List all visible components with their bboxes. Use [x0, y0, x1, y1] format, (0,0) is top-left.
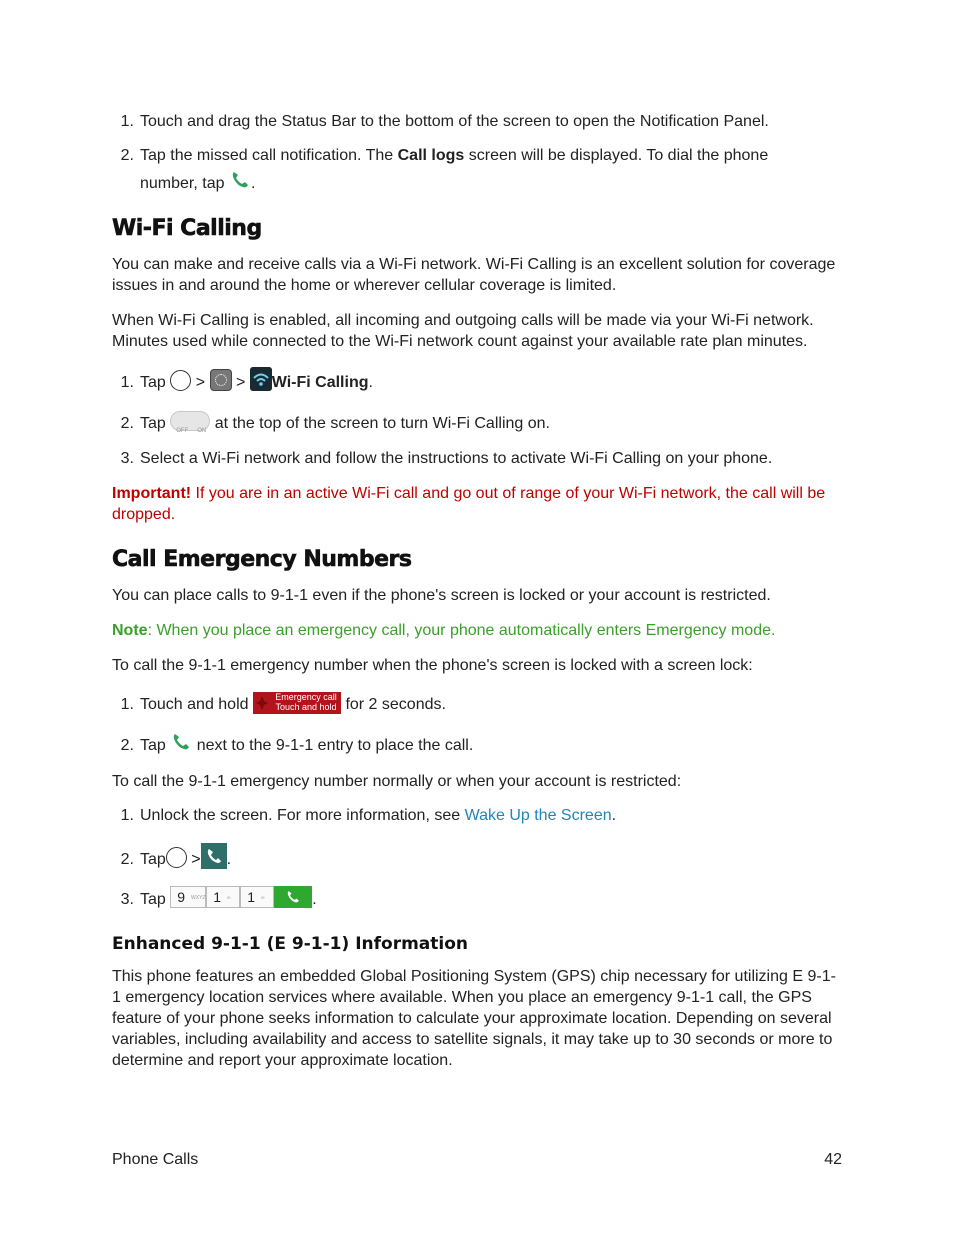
emergency-button-line2: Touch and hold [275, 701, 337, 712]
emergency-button-line1: Emergency call [275, 691, 337, 702]
voicemail-symbol: ∞ [261, 895, 265, 902]
toggle-switch-icon [170, 411, 210, 434]
step-text: Touch and drag the Status Bar to the bottom of the screen to open the Notification Panel. [140, 113, 769, 130]
paragraph: You can make and receive calls via a Wi-Fi network. Wi-Fi Calling is an excellent solution for coverage issues in and around the home or wherever cellular coverage is limited. [112, 256, 836, 294]
step-text [140, 886, 830, 914]
step-number: 1. [120, 696, 134, 713]
section-heading-wifi-calling: Wi-Fi Calling [112, 216, 262, 241]
step-text-part: . [368, 374, 373, 391]
phone-icon [285, 889, 301, 905]
emergency-call-button [253, 692, 341, 714]
tap-word: Tap [140, 851, 166, 868]
wifi-calling-label: Wi-Fi Calling [271, 374, 369, 391]
arrow-separator: > [195, 374, 206, 391]
step-text-part: screen will be displayed. To dial the phone [464, 147, 769, 164]
paragraph: To call the 9-1-1 emergency number normally or when your account is restricted: [112, 773, 682, 790]
step-text [140, 802, 830, 830]
voicemail-symbol: ∞ [227, 895, 231, 902]
step-text-part: Unlock the screen. For more information, see [140, 807, 465, 824]
toggle-on-label: ON [197, 427, 207, 434]
step-text [140, 691, 830, 719]
note-label: Note [112, 622, 148, 639]
step-number: 1. [120, 113, 134, 130]
dialer-icon [201, 843, 227, 869]
paragraph: To call the 9-1-1 emergency number when the phone's screen is locked with a screen lock: [112, 657, 753, 674]
step-text [140, 410, 830, 438]
step-text-part: . [250, 175, 256, 192]
call-key-icon [274, 886, 312, 908]
step-number: 3. [120, 891, 134, 908]
step-text [140, 732, 830, 760]
section-heading-call-emergency: Call Emergency Numbers [112, 547, 412, 572]
step-number: 2. [120, 415, 134, 432]
home-icon [170, 370, 191, 391]
paragraph: You can place calls to 9-1-1 even if the phone's screen is locked or your account is restricted. [112, 587, 771, 604]
step-text [140, 846, 830, 874]
paragraph: This phone features an embedded Global Positioning System (GPS) chip necessary for utilizing E 9-1-1 emergency location services where available. When you place an emergency 9-1-1 call, the GPS feature of your phone seeks information to calculate your approximate location. Depending on several variables, including availability and access to satellite signals, it may take up to 30 seconds or more to determine and report your approximate location. [112, 968, 836, 1069]
step-text [140, 142, 830, 198]
emergency-star-icon [255, 695, 269, 711]
arrow-separator: > [235, 374, 246, 391]
page-number: 42 [824, 1151, 842, 1168]
step-text-part: next to the 9-1-1 entry to place the call. [196, 737, 474, 754]
phone-icon [170, 731, 192, 753]
step-number: 1. [120, 374, 134, 391]
step-text-part: . [226, 851, 232, 868]
tap-word: Tap [140, 737, 166, 754]
step-number: 2. [120, 737, 134, 754]
key-digit: 1 [247, 888, 256, 905]
tap-word: Tap [140, 891, 166, 908]
dial-keys [170, 886, 312, 908]
step-text-part: . [312, 891, 317, 908]
paragraph: When Wi-Fi Calling is enabled, all incoming and outgoing calls will be made via your Wi-Fi network. Minutes used while connected to the Wi-Fi network count against your available rate plan minutes. [112, 312, 814, 350]
call-logs-label: Call logs [397, 147, 465, 164]
footer-section-title: Phone Calls [112, 1151, 199, 1168]
important-label: Important! [112, 485, 192, 502]
step-number: 1. [120, 807, 134, 824]
important-notice [112, 483, 844, 525]
note-text: : When you place an emergency call, your phone automatically enters Emergency mode. [147, 622, 776, 639]
step-text-part: Tap the missed call notification. The [140, 147, 398, 164]
wake-up-screen-link[interactable]: Wake Up the Screen [464, 807, 612, 824]
key-digit: 1 [213, 888, 222, 905]
key-letters: WXYZ [191, 895, 206, 902]
toggle-off-label: OFF [176, 427, 189, 434]
step-text-part: at the top of the screen to turn Wi-Fi Calling on. [214, 415, 550, 432]
subheading-enhanced-911: Enhanced 9-1-1 (E 9-1-1) Information [112, 934, 468, 954]
key-1 [206, 886, 240, 908]
step-text-part: number, tap [140, 175, 229, 192]
step-number: 2. [120, 851, 134, 868]
tap-word: Tap [140, 374, 166, 391]
key-9 [170, 886, 206, 908]
tap-word: Tap [140, 415, 166, 432]
wifi-calling-icon [250, 367, 272, 391]
apps-icon [210, 369, 232, 391]
step-text-part: for 2 seconds. [345, 696, 446, 713]
arrow-separator: > [191, 851, 201, 868]
important-text: If you are in an active Wi-Fi call and go out of range of your Wi-Fi network, the call will be dropped. [112, 485, 826, 523]
key-1 [240, 886, 274, 908]
step-number: 2. [120, 147, 134, 164]
phone-icon [229, 169, 251, 191]
step-text [140, 369, 830, 397]
key-digit: 9 [177, 888, 186, 905]
step-text-part: . [611, 807, 617, 824]
note [112, 620, 844, 641]
step-number: 3. [120, 450, 134, 467]
home-icon [166, 847, 187, 868]
step-text-part: Touch and hold [140, 696, 249, 713]
step-text: Select a Wi-Fi network and follow the instructions to activate Wi-Fi Calling on your phone. [140, 450, 773, 467]
